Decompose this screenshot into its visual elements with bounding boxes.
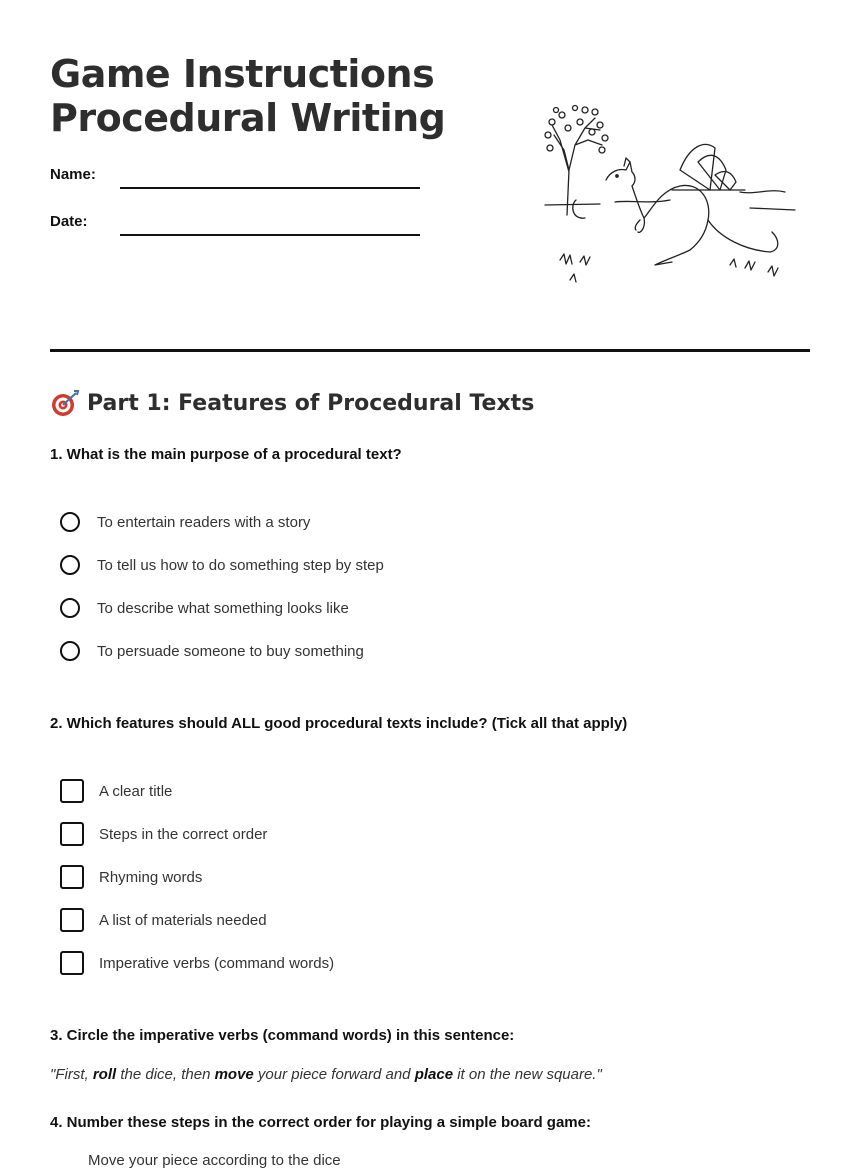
checkbox[interactable]	[60, 865, 84, 889]
q1-option-label: To persuade someone to buy something	[97, 642, 364, 660]
checkbox[interactable]	[60, 951, 84, 975]
q1-option[interactable]	[60, 552, 384, 578]
q2-option-label: Imperative verbs (command words)	[99, 954, 335, 972]
radio-button[interactable]	[60, 555, 80, 575]
name-label: Name:	[50, 166, 96, 183]
q1-option[interactable]	[60, 638, 364, 664]
q2-option[interactable]	[60, 864, 202, 890]
question-3: 3. Circle the imperative verbs (command words) in this sentence:	[50, 1027, 515, 1044]
part1-heading	[50, 388, 534, 418]
q2-option-label: A list of materials needed	[99, 911, 267, 929]
kangaroo-illustration	[540, 100, 800, 290]
q2-option-label: Rhyming words	[99, 868, 203, 886]
name-field[interactable]	[120, 187, 420, 189]
q4-step-partial: Move your piece according to the dice	[88, 1152, 341, 1169]
question-2: 2. Which features should ALL good procedural texts include? (Tick all that apply)	[50, 715, 628, 732]
q2-option[interactable]	[60, 907, 267, 933]
page-title	[50, 52, 445, 140]
q2-option-label: Steps in the correct order	[99, 825, 268, 843]
checkbox[interactable]	[60, 779, 84, 803]
section-divider	[50, 349, 810, 352]
target-icon	[50, 388, 80, 418]
q2-option-label: A clear title	[99, 782, 173, 800]
checkbox[interactable]	[60, 908, 84, 932]
q1-option[interactable]	[60, 595, 349, 621]
imperative-verb[interactable]: roll	[92, 1066, 117, 1083]
sentence-part: the dice, then	[116, 1066, 215, 1083]
title-line-1: Game Instructions	[50, 52, 435, 96]
title-line-2: Procedural Writing	[50, 96, 446, 140]
date-label: Date:	[50, 213, 88, 230]
radio-button[interactable]	[60, 512, 80, 532]
q2-option[interactable]	[60, 821, 267, 847]
sentence-part: "First,	[50, 1066, 93, 1083]
q1-option[interactable]	[60, 509, 310, 535]
q1-option-label: To describe what something looks like	[97, 599, 349, 617]
q1-option-label: To entertain readers with a story	[97, 513, 311, 531]
q2-option[interactable]	[60, 778, 172, 804]
question-4: 4. Number these steps in the correct order for playing a simple board game:	[50, 1114, 591, 1131]
question-1: 1. What is the main purpose of a procedural text?	[50, 446, 402, 463]
q1-option-label: To tell us how to do something step by step	[97, 556, 384, 574]
checkbox[interactable]	[60, 822, 84, 846]
radio-button[interactable]	[60, 598, 80, 618]
sentence-part: it on the new square."	[453, 1066, 602, 1083]
example-sentence	[50, 1066, 602, 1083]
q2-option[interactable]	[60, 950, 334, 976]
imperative-verb[interactable]: move	[214, 1066, 254, 1083]
sentence-part: your piece forward and	[253, 1066, 415, 1083]
radio-button[interactable]	[60, 641, 80, 661]
part1-heading-text: Part 1: Features of Procedural Texts	[87, 390, 535, 416]
imperative-verb[interactable]: place	[414, 1066, 454, 1083]
date-field[interactable]	[120, 234, 420, 236]
